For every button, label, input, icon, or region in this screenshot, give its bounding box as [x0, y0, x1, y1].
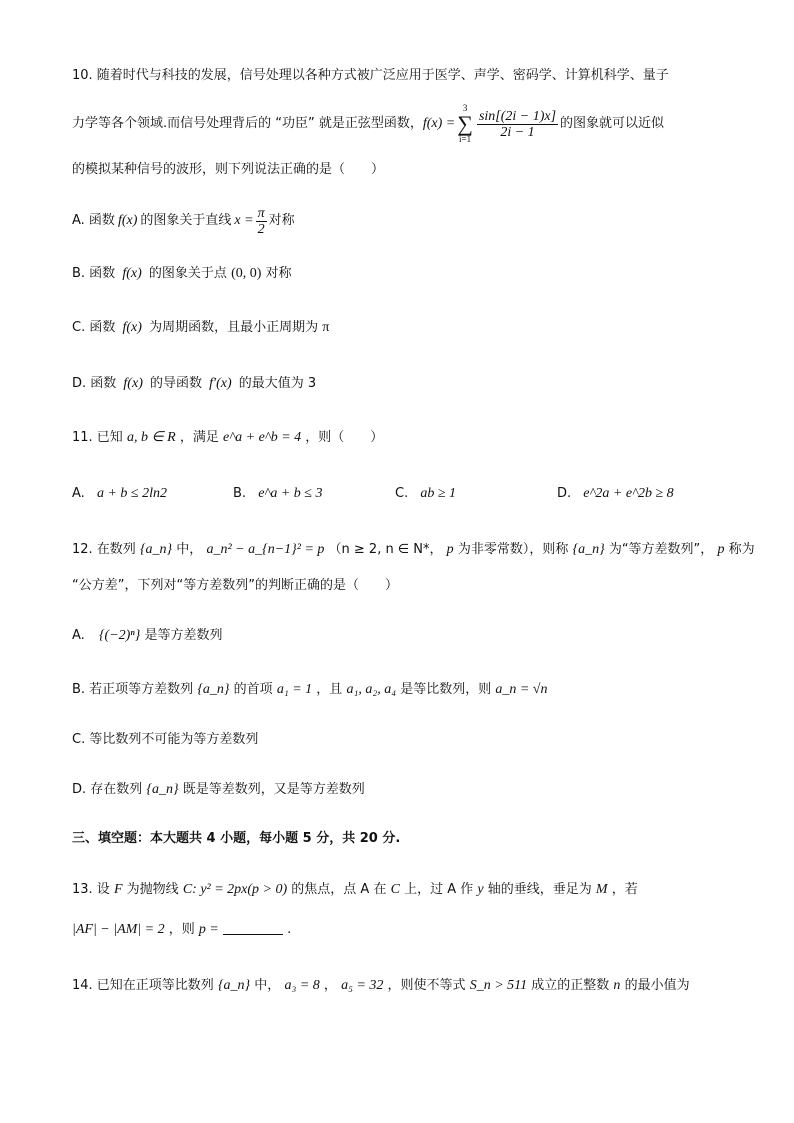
q-text: ，则	[168, 922, 195, 937]
q-text: 成立的正整数	[531, 978, 610, 993]
parabola: C: y² = 2px(p > 0)	[182, 882, 288, 897]
point: (0, 0)	[231, 266, 262, 281]
opt-text: B. 若正项等方差数列	[72, 682, 194, 697]
q-text: 12. 在数列	[72, 542, 136, 557]
opt-label: C. 函数	[72, 320, 116, 335]
seq: {a_n}	[146, 782, 179, 797]
a5: a₅ = 32	[341, 978, 384, 993]
opt-text: ，且	[316, 682, 343, 697]
opt-text: 对称	[268, 213, 295, 228]
opt-text: 的图象关于直线	[140, 213, 232, 228]
q-text: 为“等方差数列”，	[608, 542, 714, 557]
opt-label: A.	[72, 628, 85, 643]
q-text: 为非零常数），则称	[457, 542, 569, 557]
q12-option-a	[72, 626, 222, 646]
p-var: p	[717, 542, 725, 557]
q-text: 11. 已知	[72, 430, 123, 445]
q-text: 中，	[254, 978, 281, 993]
q-text: （n ≥ 2, n ∈ N*，	[328, 542, 443, 557]
opt-label: A. 函数	[72, 213, 115, 228]
a1: a₁ = 1	[276, 682, 313, 697]
opt-text: 为周期函数，且最小正周期为	[149, 320, 319, 335]
pi-over-2	[256, 206, 267, 237]
q10-frac-den: 2i − 1	[500, 124, 535, 140]
opt-text: 既是等差数列，又是等方差数列	[182, 782, 365, 797]
condition: e^a + e^b = 4	[223, 430, 302, 445]
q10-sum	[457, 104, 473, 144]
q-text: 中，	[176, 542, 203, 557]
answer-blank[interactable]	[223, 920, 283, 935]
fx: f(x)	[122, 320, 142, 335]
q10-fx: f(x) =	[422, 116, 456, 131]
q-text: ，	[323, 978, 337, 993]
q10-line1: 10. 随着时代与科技的发展，信号处理以各种方式被广泛应用于医学、声学、密码学、计算机科学、量子	[72, 68, 669, 83]
q10-line2-text: 力学等各个领域.而信号处理背后的 “功臣” 就是正弦型函数，	[72, 116, 423, 131]
p-eq: p =	[198, 922, 219, 937]
fx: f(x)	[122, 266, 142, 281]
opt-math: a + b ≤ 2ln2	[96, 486, 167, 501]
result: a_n = √n	[495, 682, 548, 697]
equation: |AF| − |AM| = 2	[72, 922, 165, 937]
q12-option-b	[72, 680, 548, 700]
q11-option-b	[233, 484, 322, 504]
q10-option-d	[72, 374, 316, 394]
equation: a_n² − a_{n−1}² = p	[206, 542, 325, 557]
opt-label: B. 函数	[72, 266, 116, 281]
sigma-symbol: ∑	[457, 111, 473, 136]
seq: {a_n}	[139, 542, 173, 557]
opt-text: 的图象关于点	[148, 266, 227, 281]
opt-text: D. 存在数列	[72, 782, 143, 797]
x-eq: x =	[234, 213, 254, 228]
section-heading: 三、填空题：本大题共 4 小题，每小题 5 分，共 20 分.	[72, 831, 401, 846]
opt-math: e^2a + e^2b ≥ 8	[583, 486, 674, 501]
inequality: S_n > 511	[469, 978, 528, 993]
opt-math: e^a + b ≤ 3	[258, 486, 323, 501]
opt-text: 的导函数	[150, 376, 203, 391]
opt-text: 是等方差数列	[144, 628, 223, 643]
q12-stem-line1	[72, 540, 755, 560]
q-text: 称为	[728, 542, 755, 557]
opt-text: 对称	[265, 266, 292, 281]
fx: f(x)	[123, 376, 143, 391]
q-text: ，满足	[179, 430, 219, 445]
q11-option-a	[72, 484, 167, 504]
q10-option-a	[72, 204, 295, 238]
q-text: ，则使不等式	[387, 978, 466, 993]
q10-line3: 的模拟某种信号的波形，则下列说法正确的是（ ）	[72, 162, 385, 177]
seq: {a_n}	[572, 542, 605, 557]
opt-label: A.	[72, 486, 85, 501]
q10-option-b	[72, 264, 292, 284]
q10-frac-num: sin[(2i − 1)x]	[478, 108, 557, 124]
seq: {a_n}	[217, 978, 251, 993]
q12-option-c: C. 等比数列不可能为等方差数列	[72, 732, 259, 747]
opt-math: ab ≥ 1	[420, 486, 457, 501]
num: π	[257, 205, 265, 221]
fx: f(x)	[117, 213, 138, 228]
opt-label: C.	[395, 486, 409, 501]
q10-line2-post: 的图象就可以近似	[560, 116, 665, 131]
opt-label: D.	[557, 486, 572, 501]
period: .	[287, 922, 292, 937]
opt-label: D. 函数	[72, 376, 117, 391]
ab: a, b ∈ R	[126, 430, 176, 445]
q10-fraction	[477, 109, 558, 140]
opt-label: B.	[233, 486, 247, 501]
q-text: 的焦点，点 A 在	[291, 882, 387, 897]
p-var: p	[446, 542, 454, 557]
q11-option-c	[395, 484, 456, 504]
opt-text: 是等比数列，则	[400, 682, 492, 697]
sum-bottom: i=1	[459, 134, 472, 144]
q13-line2	[72, 920, 291, 940]
opt-text: 的首项	[233, 682, 273, 697]
q-text: 的最小值为	[624, 978, 690, 993]
q13-line1	[72, 880, 638, 900]
q11-option-d	[557, 484, 674, 504]
q-text: 14. 已知在正项等比数列	[72, 978, 214, 993]
pi: π	[322, 320, 330, 335]
q-text: 轴的垂线，垂足为	[487, 882, 592, 897]
q-text: 为抛物线	[126, 882, 179, 897]
opt-text: 的最大值为 3	[238, 376, 317, 391]
y-axis: y	[477, 882, 484, 897]
F: F	[113, 882, 123, 897]
C: C	[390, 882, 400, 897]
q-text: 13. 设	[72, 882, 110, 897]
sum-top: 3	[462, 103, 468, 113]
q11-stem	[72, 428, 383, 448]
terms: a₁, a₂, a₄	[346, 682, 397, 697]
q-text: ，则（ ）	[305, 430, 384, 445]
n: n	[613, 978, 621, 993]
q10-option-c	[72, 318, 329, 338]
q12-option-d	[72, 780, 365, 800]
M: M	[595, 882, 608, 897]
seq: {a_n}	[197, 682, 230, 697]
q10-line2	[72, 104, 664, 144]
q-text: 上，过 A 作	[404, 882, 474, 897]
a3: a₃ = 8	[284, 978, 320, 993]
fprime: f′(x)	[209, 376, 232, 391]
opt-math: {(−2)ⁿ}	[98, 628, 141, 643]
q12-stem-line2: “公方差”，下列对“等方差数列”的判断正确的是（ ）	[72, 578, 398, 593]
q-text: ，若	[611, 882, 638, 897]
den: 2	[257, 221, 265, 237]
q14-line1	[72, 976, 690, 996]
